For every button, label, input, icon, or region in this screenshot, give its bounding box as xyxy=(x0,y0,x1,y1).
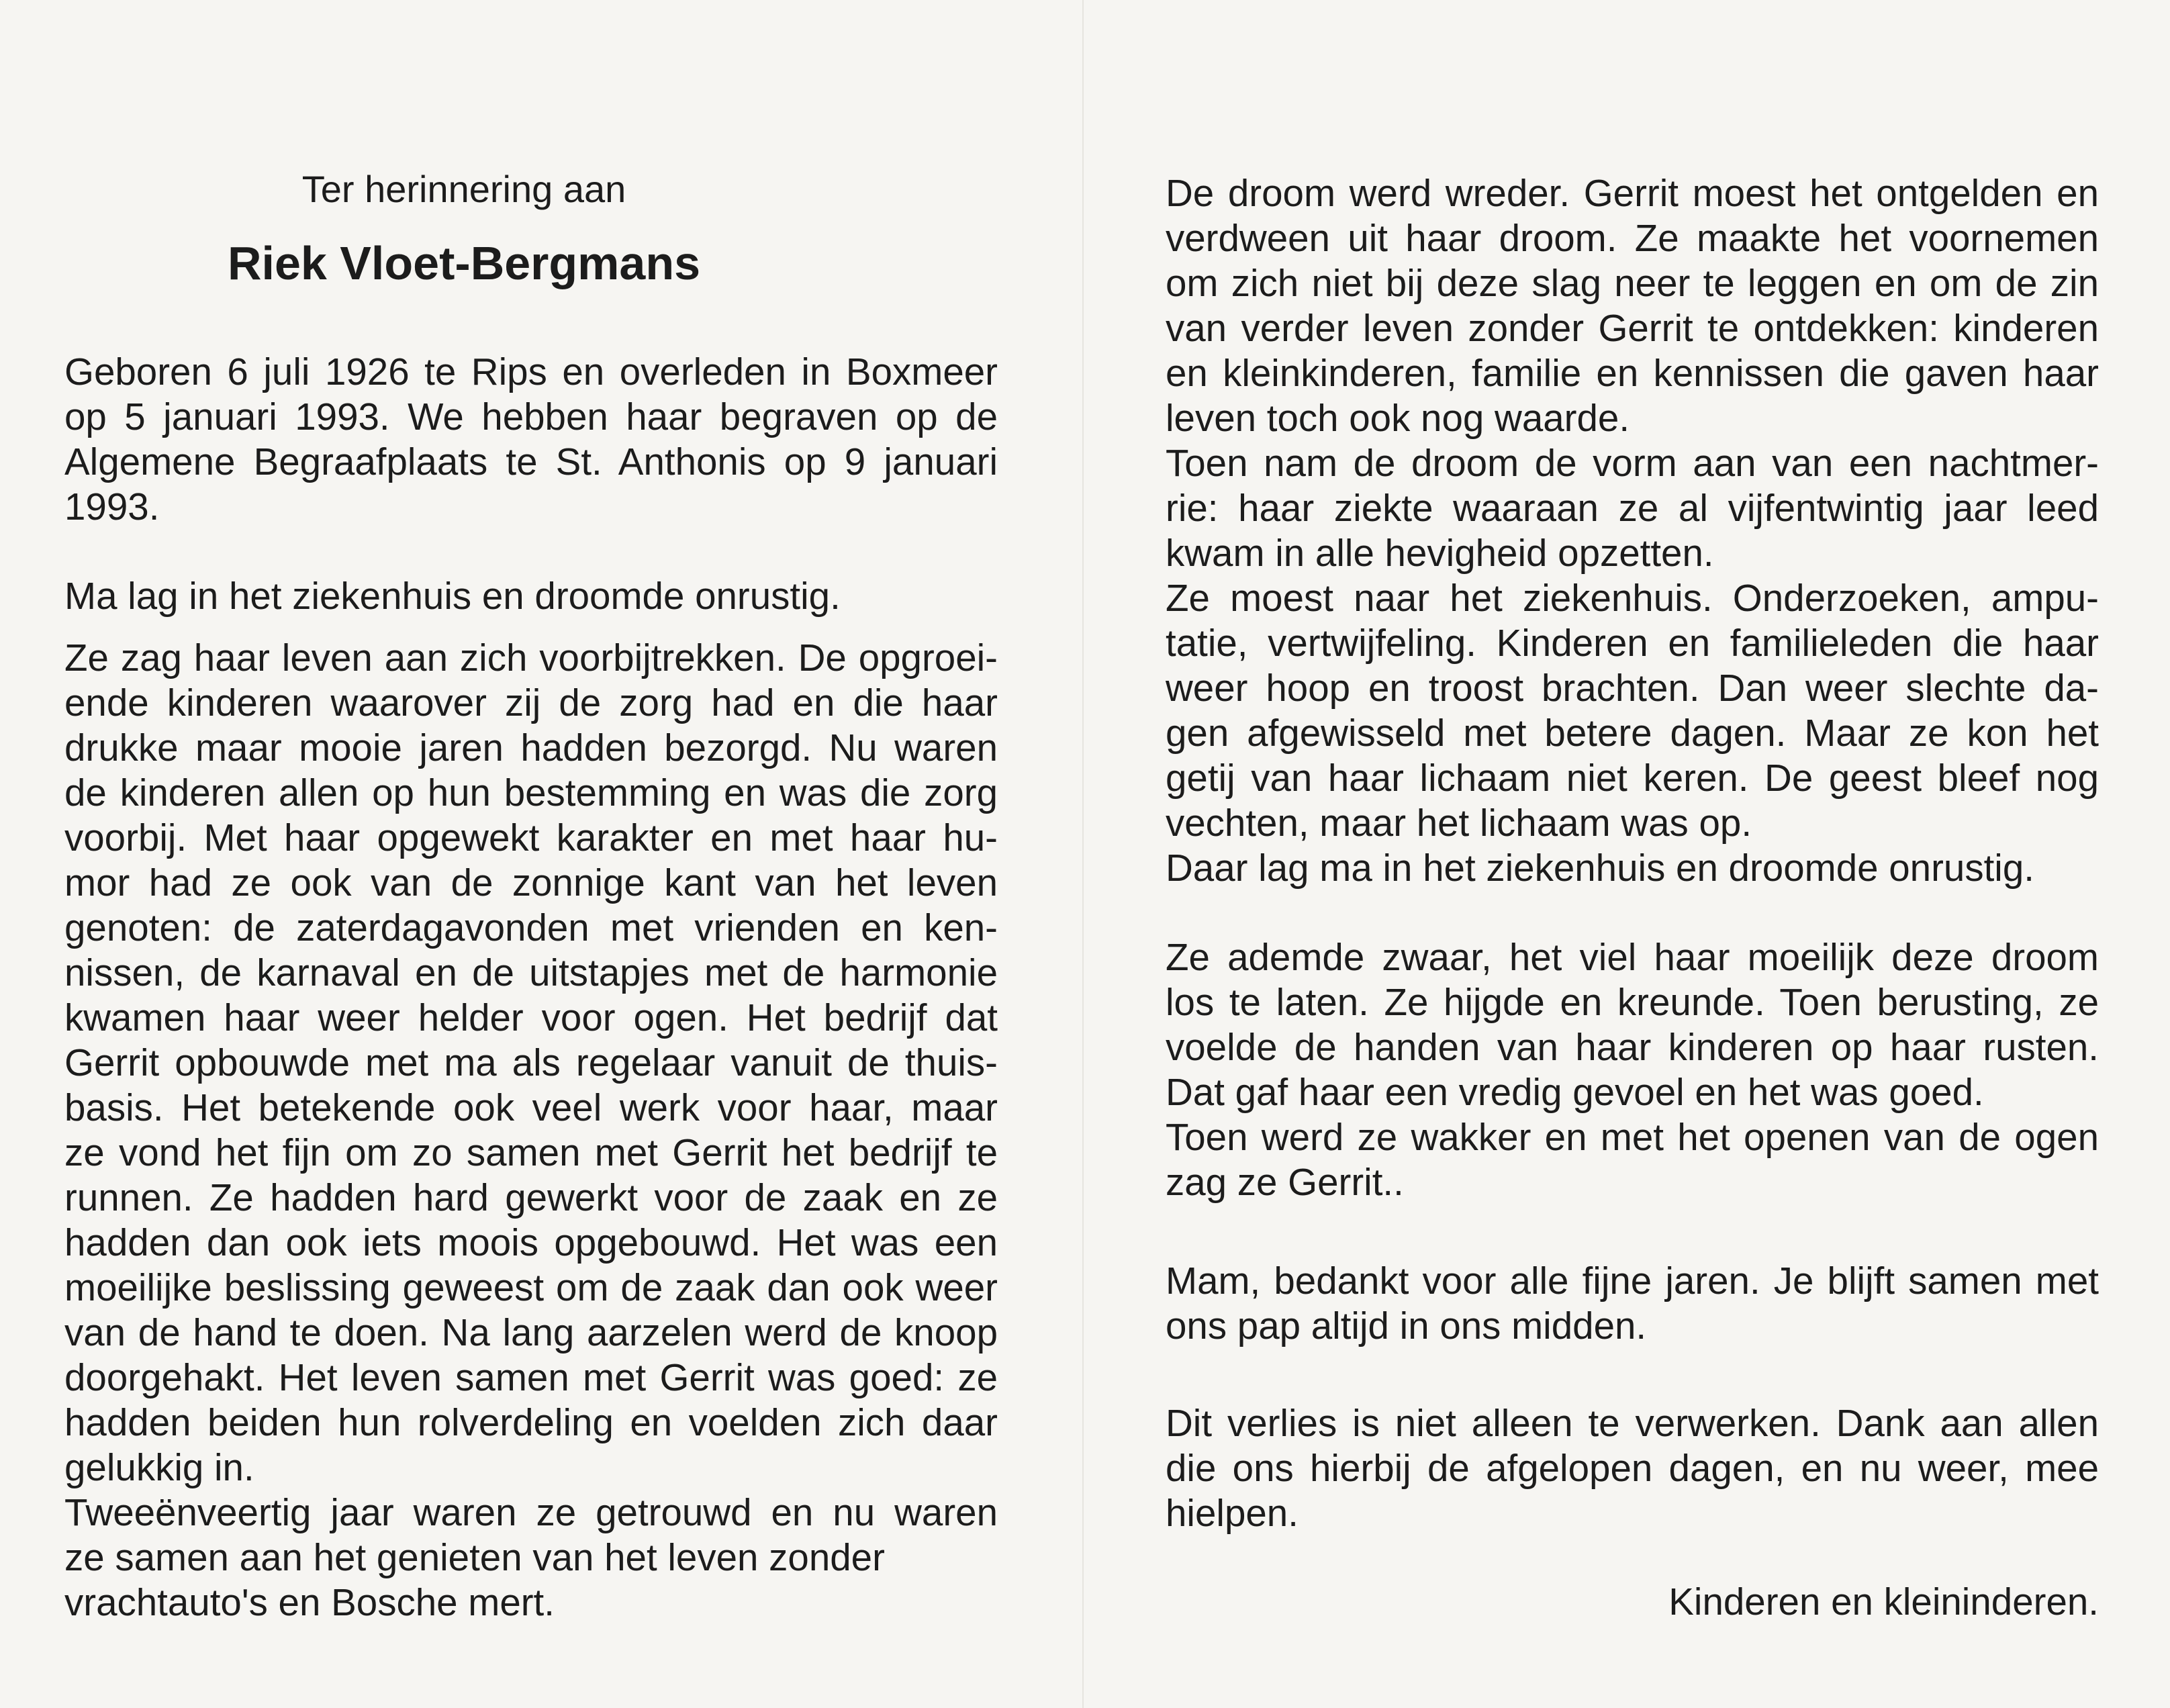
text-line: voelde de handen van haar kinderen op haar rusten. xyxy=(1166,1026,2099,1068)
text-line: verdween uit haar droom. Ze maakte het voornemen xyxy=(1166,217,2099,259)
text-line: getij van haar lichaam niet keren. De geest bleef nog xyxy=(1166,757,2099,799)
text-line: nissen, de karnaval en de uitstapjes met de harmonie xyxy=(64,951,998,994)
text-line: hadden dan ook iets moois opgebouwd. Het was een xyxy=(64,1221,998,1264)
awakening-paragraph xyxy=(1166,935,2099,1204)
text-line: en kleinkinderen, familie en kennissen die gaven haar xyxy=(1166,352,2099,394)
card-fold-line xyxy=(1082,0,1084,1708)
text-line: van verder leven zonder Gerrit te ontdekken: kinderen xyxy=(1166,307,2099,349)
text-line: gen afgewisseld met betere dagen. Maar ze kon het xyxy=(1166,712,2099,754)
text-line: vrachtauto's en Bosche mert. xyxy=(64,1581,555,1623)
text-line: vechten, maar het lichaam was op. xyxy=(1166,802,1752,844)
text-line: Gerrit opbouwde met ma als regelaar vanuit de thuis- xyxy=(64,1041,998,1084)
text-line: hielpen. xyxy=(1166,1492,1299,1534)
deceased-name: Riek Vloet-Bergmans xyxy=(227,237,701,289)
text-line: kwamen haar weer helder voor ogen. Het bedrijf dat xyxy=(64,996,998,1039)
text-line: Toen nam de droom de vorm aan van een nachtmer- xyxy=(1166,442,2099,484)
text-line: Ze zag haar leven aan zich voorbijtrekken. De opgroei- xyxy=(64,636,998,679)
text-line: Ze moest naar het ziekenhuis. Onderzoeken, ampu- xyxy=(1166,577,2099,619)
dream-paragraph xyxy=(1166,171,2099,890)
text-line: rie: haar ziekte waaraan ze al vijfentwintig jaar leed xyxy=(1166,487,2099,529)
text-line: Daar lag ma in het ziekenhuis en droomde onrustig. xyxy=(1166,847,2034,889)
birth-death-paragraph xyxy=(64,349,998,529)
text-line: hadden beiden hun rolverdeling en voelden zich daar xyxy=(64,1401,998,1443)
text-line: op 5 januari 1993. We hebben haar begraven op de xyxy=(64,395,998,438)
intro-line: Ter herinnering aan xyxy=(301,168,626,210)
text-line: runnen. Ze hadden hard gewerkt voor de zaak en ze xyxy=(64,1176,998,1219)
signature: Kinderen en kleininderen. xyxy=(1668,1580,2099,1623)
text-line: ze samen aan het genieten van het leven zonder xyxy=(64,1536,885,1578)
text-line: Geboren 6 juli 1926 te Rips en overleden in Boxmeer xyxy=(64,350,998,393)
text-line: de kinderen allen op hun bestemming en was die zorg xyxy=(64,771,998,814)
text-line: Tweeënveertig jaar waren ze getrouwd en nu waren xyxy=(64,1491,998,1533)
text-line: ze vond het fijn om zo samen met Gerrit het bedrijf te xyxy=(64,1131,998,1174)
text-line: Mam, bedankt voor alle fijne jaren. Je blijft samen met xyxy=(1166,1260,2099,1302)
text-line: genoten: de zaterdagavonden met vrienden en ken- xyxy=(64,906,998,949)
memorial-header xyxy=(64,162,998,297)
text-line: basis. Het betekende ook veel werk voor haar, maar xyxy=(64,1086,998,1129)
text-line: los te laten. Ze hijgde en kreunde. Toen berusting, ze xyxy=(1166,981,2099,1023)
text-line: zag ze Gerrit.. xyxy=(1166,1161,1404,1203)
text-line: leven toch ook nog waarde. xyxy=(1166,397,1630,439)
text-line: ons pap altijd in ons midden. xyxy=(1166,1304,1647,1347)
text-line: Ma lag in het ziekenhuis en droomde onrustig. xyxy=(64,575,841,617)
text-line: om zich niet bij deze slag neer te leggen en om de zin xyxy=(1166,262,2099,304)
text-line: doorgehakt. Het leven samen met Gerrit was goed: ze xyxy=(64,1356,998,1398)
gratitude-paragraph xyxy=(1166,1401,2099,1535)
text-line: gelukkig in. xyxy=(64,1446,254,1488)
hospital-paragraph xyxy=(64,573,998,618)
life-story-paragraph xyxy=(64,635,998,1625)
text-line: mor had ze ook van de zonnige kant van het leven xyxy=(64,861,998,904)
thanks-paragraph xyxy=(1166,1258,2099,1348)
text-line: Dat gaf haar een vredig gevoel en het was goed. xyxy=(1166,1071,1984,1113)
text-line: die ons hierbij de afgelopen dagen, en nu weer, mee xyxy=(1166,1447,2099,1489)
text-line: tatie, vertwijfeling. Kinderen en familieleden die haar xyxy=(1166,622,2099,664)
text-line: drukke maar mooie jaren hadden bezorgd. Nu waren xyxy=(64,726,998,769)
text-line: Dit verlies is niet alleen te verwerken. Dank aan allen xyxy=(1166,1402,2099,1444)
text-line: weer hoop en troost brachten. Dan weer slechte da- xyxy=(1166,667,2099,709)
text-line: De droom werd wreder. Gerrit moest het ontgelden en xyxy=(1166,172,2099,214)
text-line: voorbij. Met haar opgewekt karakter en met haar hu- xyxy=(64,816,998,859)
text-line: 1993. xyxy=(64,485,160,528)
text-line: ende kinderen waarover zij de zorg had en die haar xyxy=(64,681,998,724)
text-line: Ze ademde zwaar, het viel haar moeilijk deze droom xyxy=(1166,936,2099,978)
text-line: Toen werd ze wakker en met het openen van de ogen xyxy=(1166,1116,2099,1158)
text-line: kwam in alle hevigheid opzetten. xyxy=(1166,532,1714,574)
text-line: moeilijke beslissing geweest om de zaak dan ook weer xyxy=(64,1266,998,1309)
text-line: Algemene Begraafplaats te St. Anthonis op 9 januari xyxy=(64,440,998,483)
text-line: van de hand te doen. Na lang aarzelen werd de knoop xyxy=(64,1311,998,1354)
